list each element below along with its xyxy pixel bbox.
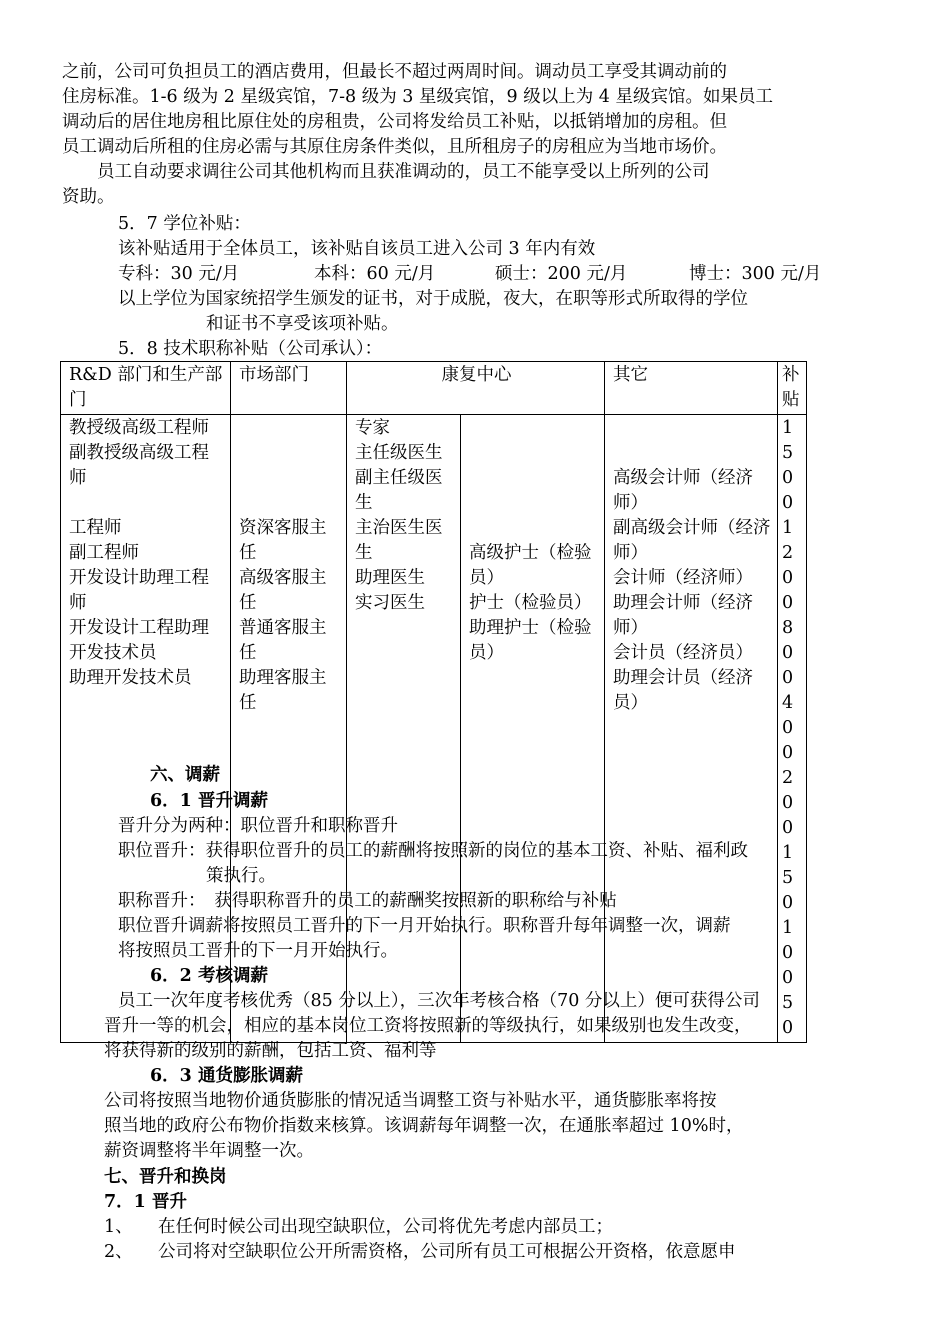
amount-value: 1200 — [782, 518, 794, 613]
amount-value: 100 — [782, 918, 794, 988]
rate-bachelor: 本科：60 元/月 — [314, 264, 436, 284]
list-item: 主治医生医生 — [355, 518, 443, 563]
rate-associate: 专科：30 元/月 — [118, 264, 240, 284]
position-promotion-cont: 策执行。 — [206, 866, 276, 886]
list-item: 开发设计助理工程师 — [69, 568, 209, 613]
list-item: 工程师 — [69, 518, 122, 538]
rehab-nurse-list — [469, 541, 598, 666]
list-item: 实习医生 — [355, 593, 425, 613]
subsidy-amount-list — [782, 416, 804, 1041]
list-item: 会计师（经济师） — [613, 568, 753, 588]
amount-value: 50 — [782, 993, 794, 1038]
text-line: 员工一次年度考核优秀（85 分以上），三次年考核合格（70 分以上）便可获得公司 — [118, 991, 760, 1011]
section-heading-6-1: 6．1 晋升调薪 — [150, 791, 268, 811]
rate-doctor: 博士：300 元/月 — [689, 264, 822, 284]
text-line: 员工调动后所租的住房必需与其原住房条件类似，且所租房子的房租应为当地市场价。 — [62, 137, 727, 157]
text-line: 资助。 — [62, 187, 115, 207]
text-line: 调动后的居住地房租比原住处的房租贵，公司将发给员工补贴，以抵销增加的房租。但 — [62, 112, 727, 132]
section-heading-6-2: 6．2 考核调薪 — [150, 966, 268, 986]
list-item: 会计员（经济员） — [613, 643, 753, 663]
list-item: 普通客服主任 — [239, 618, 327, 663]
promotion-types: 晋升分为两种：职位晋升和职称晋升 — [118, 816, 398, 836]
amount-value: 800 — [782, 618, 794, 688]
text-line: 员工自动要求调往公司其他机构而且获准调动的，员工不能享受以上所列的公司 — [62, 162, 710, 182]
list-item: 助理客服主任 — [239, 668, 327, 713]
amount-value: 150 — [782, 843, 794, 913]
subsidy-amount-cell — [778, 415, 807, 1043]
list-item: 副高级会计师（经济师） — [613, 518, 771, 563]
section-heading-7-1: 7．1 晋升 — [104, 1192, 187, 1212]
position-promotion: 职位晋升：获得职位晋升的员工的薪酬将按照新的岗位的基本工资、补贴、福利政 — [118, 841, 748, 861]
list-item: 副工程师 — [69, 543, 139, 563]
amount-value: 200 — [782, 768, 794, 838]
list-item: 助理医生 — [355, 568, 425, 588]
header-market: 市场部门 — [231, 362, 347, 415]
section-title-7: 七、晋升和换岗 — [104, 1167, 227, 1187]
promotion-schedule-cont: 将按照员工晋升的下一月开始执行。 — [118, 941, 398, 961]
list-item: 助理护士（检验员） — [469, 618, 592, 663]
degree-subsidy-scope: 该补贴适用于全体员工，该补贴自该员工进入公司 3 年内有效 — [118, 239, 596, 259]
list-item: 副教授级高级工程师 — [69, 443, 209, 488]
list-item: 开发技术员 — [69, 643, 157, 663]
header-rnd: R&D 部门和生产部门 — [61, 362, 231, 415]
amount-value: 1500 — [782, 418, 794, 513]
list-item: 主任级医生 — [355, 443, 443, 463]
list-item: 高级护士（检验员） — [469, 543, 592, 588]
list-number: 2、 — [104, 1242, 133, 1262]
degree-note-line: 以上学位为国家统招学生颁发的证书，对于成脱，夜大，在职等形式所取得的学位 — [118, 289, 748, 309]
list-item: 专家 — [355, 418, 390, 438]
list-item: 公司将对空缺职位公开所需资格，公司所有员工可根据公开资格，依意愿申 — [158, 1242, 736, 1262]
list-item: 护士（检验员） — [469, 593, 592, 613]
rnd-title-list — [69, 416, 224, 691]
section-title-6: 六、调薪 — [150, 765, 220, 785]
list-item: 助理会计员（经济员） — [613, 668, 753, 713]
degree-note-line: 和证书不享受该项补贴。 — [206, 314, 399, 334]
rate-master: 硕士：200 元/月 — [495, 264, 628, 284]
list-item: 资深客服主任 — [239, 518, 327, 563]
list-item: 副主任级医生 — [355, 468, 443, 513]
list-item: 教授级高级工程师 — [69, 418, 209, 438]
title-promotion: 职称晋升： 获得职称晋升的员工的薪酬奖按照新的职称给与补贴 — [118, 891, 617, 911]
rehab-nurse-cell — [461, 415, 605, 1043]
rehab-doctor-list — [355, 416, 454, 616]
section-heading-5-8: 5．8 技术职称补贴（公司承认）： — [118, 339, 383, 359]
text-line: 公司将按照当地物价通货膨胀的情况适当调整工资与补贴水平，通货膨胀率将按 — [104, 1091, 717, 1111]
list-item: 助理会计师（经济师） — [613, 593, 753, 638]
other-title-list — [613, 466, 771, 716]
list-item: 在任何时候公司出现空缺职位，公司将优先考虑内部员工； — [158, 1217, 613, 1237]
section-heading-6-3: 6．3 通货膨胀调薪 — [150, 1066, 303, 1086]
list-number: 1、 — [104, 1217, 133, 1237]
text-line: 住房标准。1-6 级为 2 星级宾馆，7-8 级为 3 星级宾馆，9 级以上为 4 星级宾馆。如果员工 — [62, 87, 773, 107]
market-title-list — [239, 516, 340, 716]
other-titles-cell — [605, 415, 778, 1043]
promotion-schedule: 职位晋升调薪将按照员工晋升的下一月开始执行。职称晋升每年调整一次，调薪 — [118, 916, 731, 936]
header-rehab: 康复中心 — [347, 362, 605, 415]
list-item: 助理开发技术员 — [69, 668, 192, 688]
text-line: 晋升一等的机会，相应的基本岗位工资将按照新的等级执行，如果级别也发生改变， — [104, 1016, 752, 1036]
list-item: 高级会计师（经济师） — [613, 468, 753, 513]
amount-value: 400 — [782, 693, 794, 763]
list-item: 高级客服主任 — [239, 568, 327, 613]
text-line: 将获得新的级别的薪酬，包括工资、福利等 — [104, 1041, 437, 1061]
header-subsidy: 补贴 — [778, 362, 807, 415]
text-line: 之前，公司可负担员工的酒店费用，但最长不超过两周时间。调动员工享受其调动前的 — [62, 62, 727, 82]
header-other: 其它 — [605, 362, 778, 415]
section-heading-5-7: 5．7 学位补贴： — [118, 214, 251, 234]
list-item: 开发设计工程助理 — [69, 618, 209, 638]
text-line: 照当地的政府公布物价指数来核算。该调薪每年调整一次，在通胀率超过 10%时， — [104, 1116, 744, 1136]
table-header-row — [61, 362, 807, 415]
text-line: 薪资调整将半年调整一次。 — [104, 1141, 314, 1161]
housing-paragraph — [62, 60, 896, 210]
